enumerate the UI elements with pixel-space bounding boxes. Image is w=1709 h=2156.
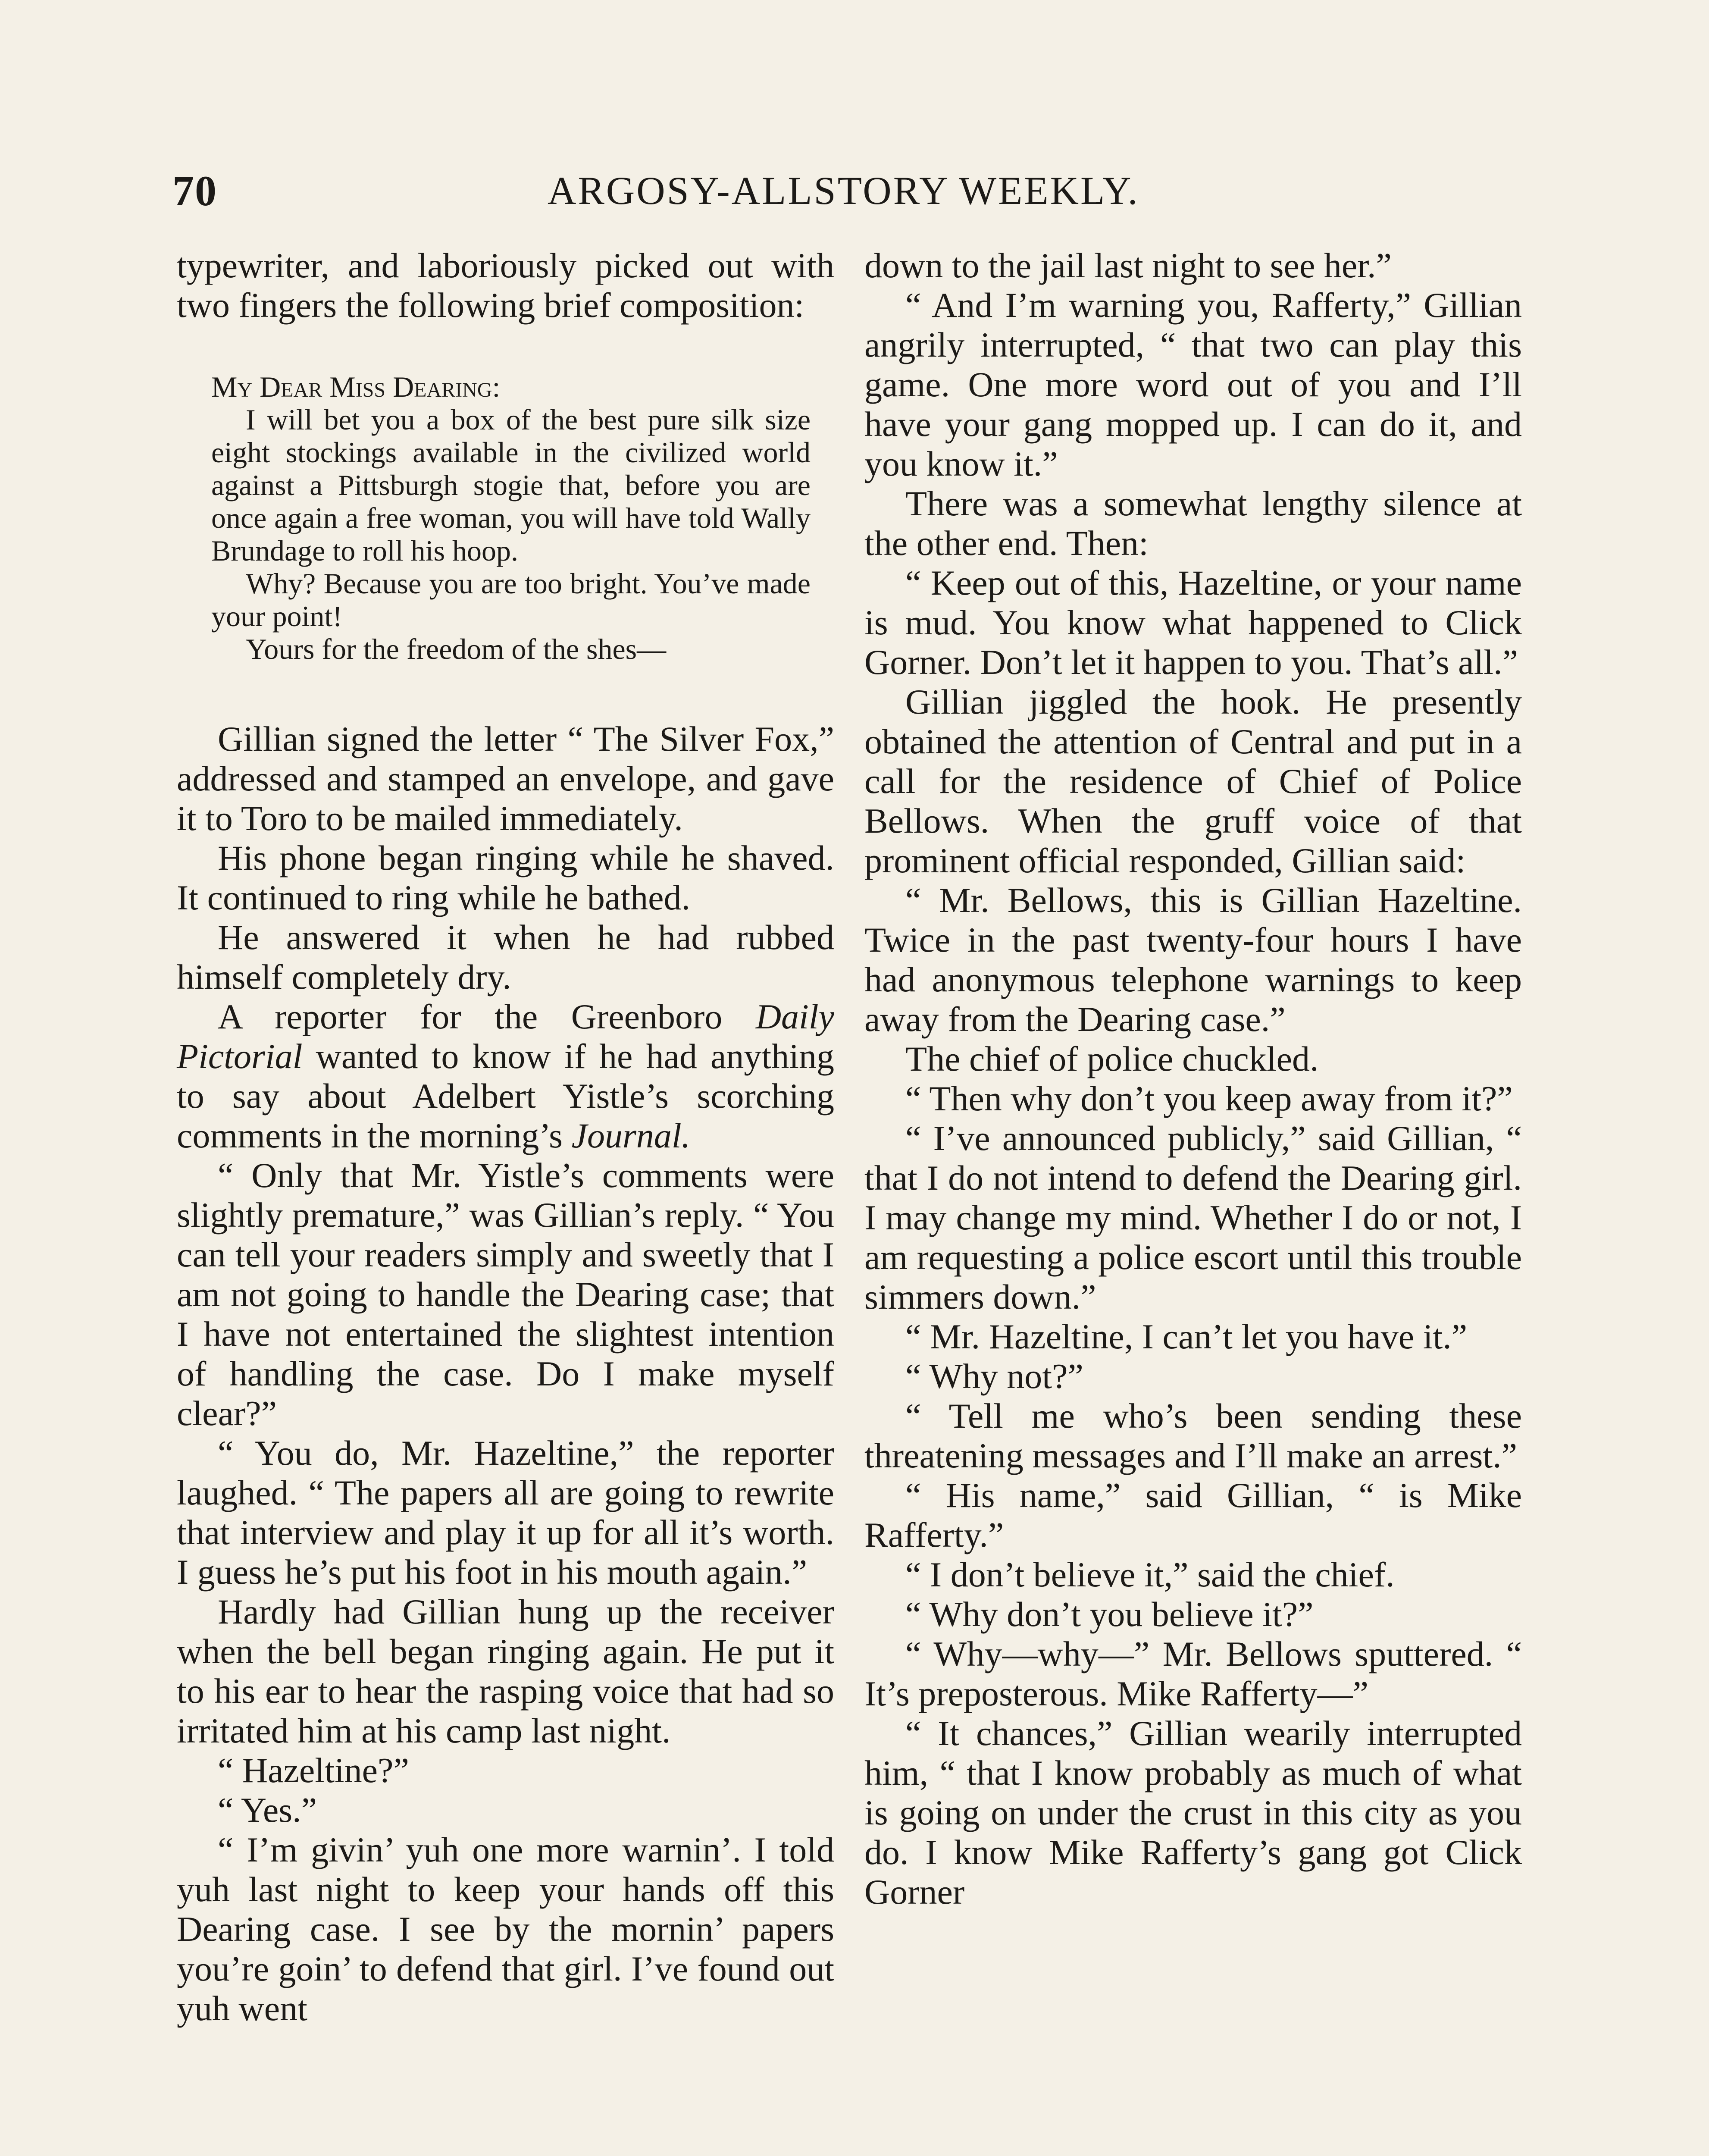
letter-paragraph: Why? Because you are too bright. You’ve made your point! — [211, 567, 811, 633]
paragraph: “ Why—why—” Mr. Bellows sputtered. “ It’s preposterous. Mike Rafferty—” — [864, 1634, 1522, 1713]
paragraph-reporter — [177, 997, 834, 1156]
paragraph: “ Mr. Bellows, this is Gillian Hazeltine. Twice in the past twenty-four hours I have had anonymous telephone warnings to keep away from the Dearing case.” — [864, 881, 1522, 1039]
letter-block — [211, 370, 811, 665]
paragraph: He answered it when he had rubbed himself completely dry. — [177, 918, 834, 997]
paragraph: “ Keep out of this, Hazeltine, or your name is mud. You know what happened to Click Gorner. Don’t let it happen to you. That’s all.” — [864, 563, 1522, 682]
paragraph: “ Tell me who’s been sending these threatening messages and I’ll make an arrest.” — [864, 1396, 1522, 1475]
paragraph: “ I’m givin’ yuh one more warnin’. I told yuh last night to keep your hands off this Dearing case. I see by the mornin’ papers you’re goin’ to defend that girl. I’ve found out yuh went — [177, 1830, 834, 2028]
paragraph: There was a somewhat lengthy silence at the other end. Then: — [864, 484, 1522, 563]
text-run: A reporter for the Greenboro — [218, 997, 756, 1036]
paragraph: typewriter, and laboriously picked out with two fingers the following brief composition: — [177, 246, 834, 325]
paragraph: Gillian signed the letter “ The Silver Fox,” addressed and stamped an envelope, and gave it to Toro to be mailed immediately. — [177, 719, 834, 838]
paragraph: Gillian jiggled the hook. He presently obtained the attention of Central and put in a call for the residence of Chief of Police Bellows. When the gruff voice of that prominent official responded, Gillian said: — [864, 682, 1522, 880]
running-title: ARGOSY-ALLSTORY WEEKLY. — [548, 169, 1139, 213]
paragraph: His phone began ringing while he shaved. It continued to ring while he bathed. — [177, 838, 834, 917]
right-column — [864, 246, 1522, 1912]
paragraph: “ I’ve announced publicly,” said Gillian, “ that I do not intend to defend the Dearing girl. I may change my mind. Whether I do or not, I am requesting a police escort until this trouble simmers down.” — [864, 1119, 1522, 1316]
paragraph: “ Yes.” — [218, 1790, 317, 1830]
newspaper-name: Daily Pictorial — [177, 997, 834, 1076]
newspaper-name: Journal. — [571, 1116, 691, 1155]
left-column — [177, 246, 834, 2028]
paragraph: “ Why don’t you believe it?” — [905, 1595, 1314, 1634]
paragraph: The chief of police chuckled. — [905, 1039, 1319, 1078]
letter-closing: Yours for the freedom of the shes— — [246, 633, 667, 665]
paragraph: “ Mr. Hazeltine, I can’t let you have it.” — [905, 1317, 1468, 1356]
paragraph: “ It chances,” Gillian wearily interrupted him, “ that I know probably as much of what is going on under the crust in this city as you do. I know Mike Rafferty’s gang got Click Gorner — [864, 1714, 1522, 1912]
page-header — [172, 166, 1522, 218]
paragraph: “ Only that Mr. Yistle’s comments were slightly premature,” was Gillian’s reply. “ You can tell your readers simply and sweetly that I am not going to handle the Dearing case; that I have not entertained the slightest intention of handling the case. Do I make myself clear?” — [177, 1156, 834, 1433]
page-number: 70 — [172, 167, 217, 215]
paragraph: “ I don’t believe it,” said the chief. — [905, 1555, 1395, 1594]
paragraph: “ Hazeltine?” — [218, 1751, 409, 1790]
letter-paragraph: I will bet you a box of the best pure silk size eight stockings available in the civilized world against a Pittsburgh stogie that, before you are once again a free woman, you will have told Wally Brundage to roll his hoop. — [211, 403, 811, 567]
paragraph: “ Then why don’t you keep away from it?” — [905, 1079, 1513, 1118]
paragraph: “ Why not?” — [905, 1357, 1083, 1396]
text-run: wanted to know if he had anything to say about Adelbert Yistle’s scorching comments in the morning’s — [177, 1037, 834, 1155]
letter-salutation: My Dear Miss Dearing: — [211, 370, 501, 403]
paragraph: “ And I’m warning you, Rafferty,” Gillian angrily interrupted, “ that two can play this game. One more word out of you and I’ll have your gang mopped up. I can do it, and you know it.” — [864, 285, 1522, 483]
paragraph: Hardly had Gillian hung up the receiver when the bell began ringing again. He put it to his ear to hear the rasping voice that had so irritated him at his camp last night. — [177, 1592, 834, 1750]
paragraph: “ You do, Mr. Hazeltine,” the reporter laughed. “ The papers all are going to rewrite that interview and play it up for all it’s worth. I guess he’s put his foot in his mouth again.” — [177, 1433, 834, 1592]
paragraph: down to the jail last night to see her.” — [864, 246, 1392, 285]
paragraph: “ His name,” said Gillian, “ is Mike Rafferty.” — [864, 1476, 1522, 1554]
